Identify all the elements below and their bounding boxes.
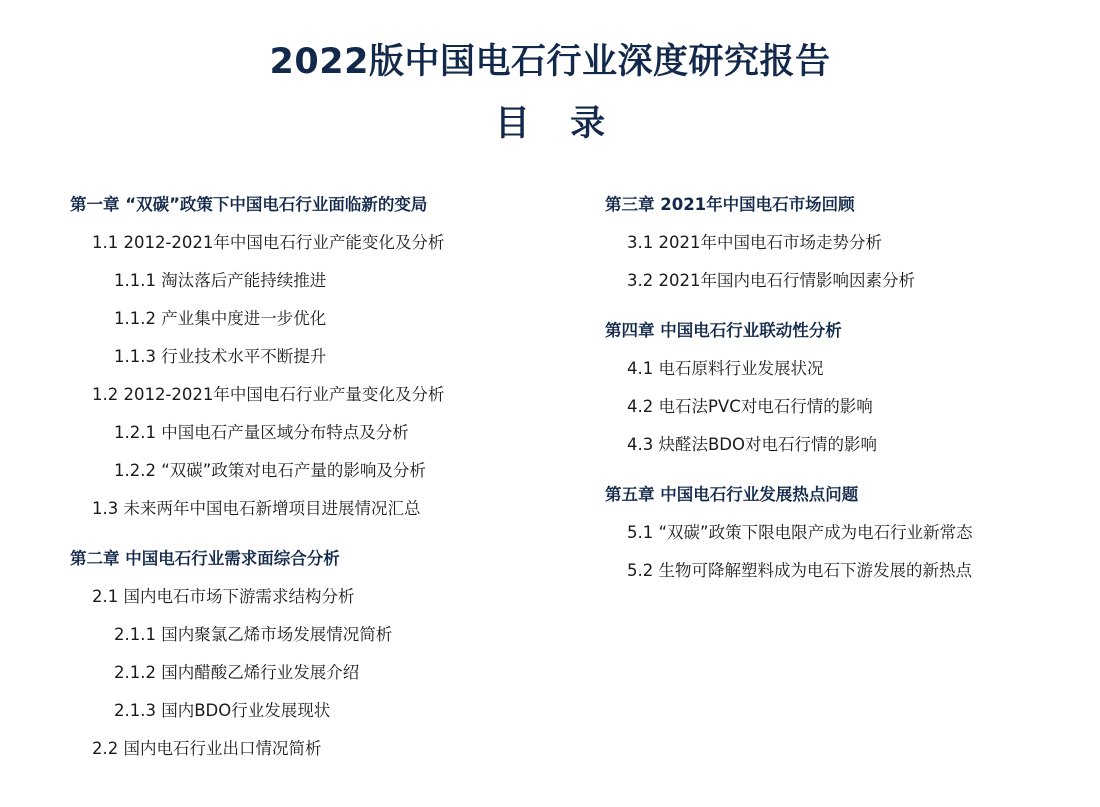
report-title: 2022版中国电石行业深度研究报告 (269, 42, 831, 82)
toc-entry: 5.2 生物可降解塑料成为电石下游发展的新热点 (627, 561, 972, 580)
toc-entry: 1.2.2 “双碳”政策对电石产量的影响及分析 (114, 461, 426, 480)
toc-chapter: 第五章 中国电石行业发展热点问题 (605, 485, 859, 504)
toc-entry: 4.2 电石法PVC对电石行情的影响 (627, 397, 873, 416)
toc-heading: 目 录 (494, 104, 620, 144)
toc-entry: 2.1.2 国内醋酸乙烯行业发展介绍 (114, 663, 360, 682)
toc-entry: 2.1 国内电石市场下游需求结构分析 (92, 587, 355, 606)
toc-entry: 3.2 2021年国内电石行情影响因素分析 (627, 271, 915, 290)
toc-entry: 2.1.3 国内BDO行业发展现状 (114, 701, 331, 720)
toc-chapter: 第二章 中国电石行业需求面综合分析 (70, 549, 340, 568)
toc-entry: 1.1.1 淘汰落后产能持续推进 (114, 271, 327, 290)
toc-entry: 1.1.3 行业技术水平不断提升 (114, 347, 327, 366)
toc-entry: 3.1 2021年中国电石市场走势分析 (627, 233, 882, 252)
toc-entry: 2.1.1 国内聚氯乙烯市场发展情况简析 (114, 625, 393, 644)
toc-entry: 4.3 炔醛法BDO对电石行情的影响 (627, 435, 877, 454)
toc-entry: 4.1 电石原料行业发展状况 (627, 359, 824, 378)
toc-entry: 2.2 国内电石行业出口情况简析 (92, 739, 322, 758)
toc-entry: 1.3 未来两年中国电石新增项目进展情况汇总 (92, 499, 421, 518)
toc-column-right (605, 186, 1075, 590)
toc-entry: 1.2.1 中国电石产量区域分布特点及分析 (114, 423, 409, 442)
toc-chapter: 第一章 “双碳”政策下中国电石行业面临新的变局 (70, 195, 428, 214)
toc-chapter: 第四章 中国电石行业联动性分析 (605, 321, 842, 340)
toc-entry: 1.2 2012-2021年中国电石行业产量变化及分析 (92, 385, 445, 404)
toc-entry: 1.1 2012-2021年中国电石行业产能变化及分析 (92, 233, 445, 252)
toc-entry: 5.1 “双碳”政策下限电限产成为电石行业新常态 (627, 523, 973, 542)
toc-entry: 1.1.2 产业集中度进一步优化 (114, 309, 327, 328)
toc-chapter: 第三章 2021年中国电石市场回顾 (605, 195, 855, 214)
toc-column-left (70, 186, 550, 768)
